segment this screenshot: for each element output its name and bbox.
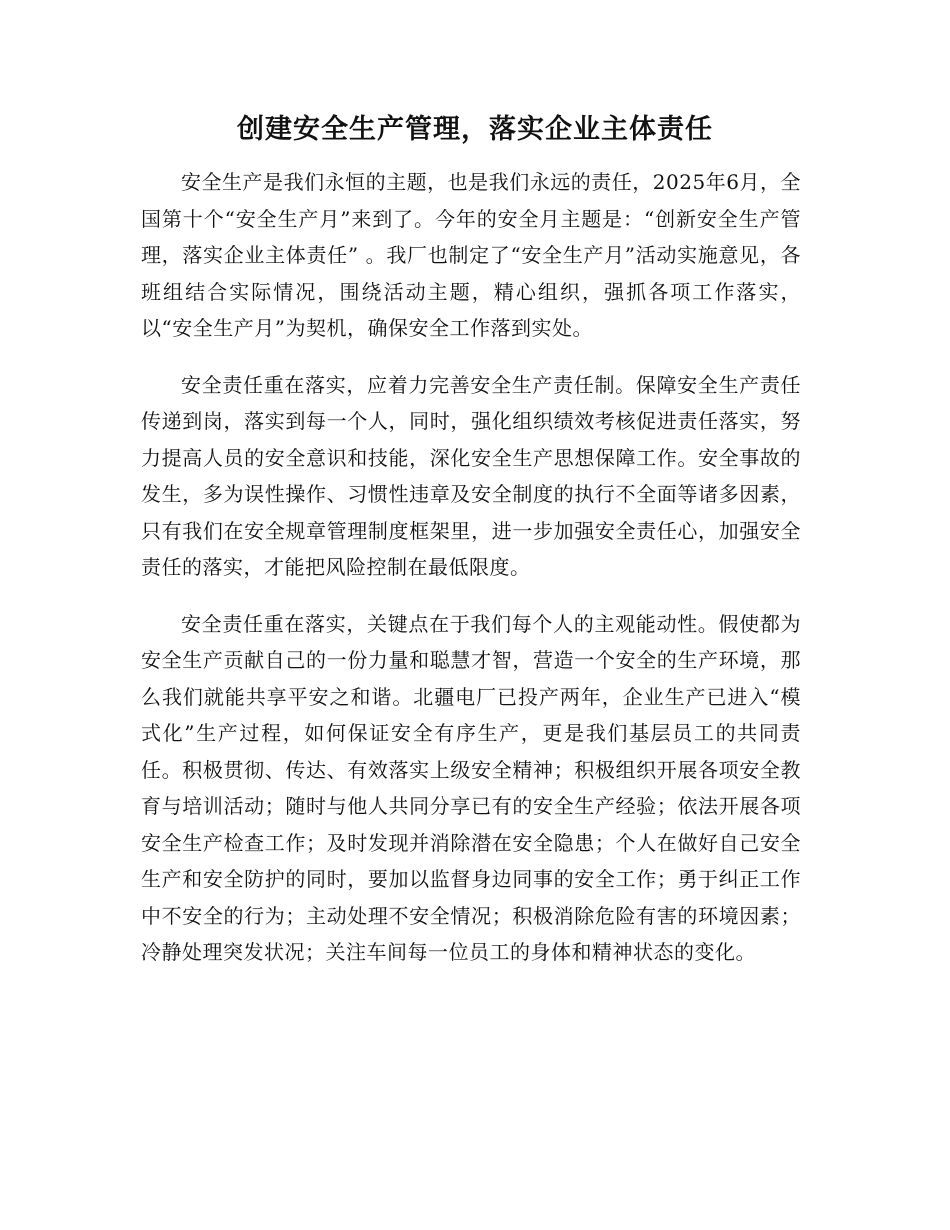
paragraph-1: 安全生产是我们永恒的主题，也是我们永远的责任，2025年6月，全国第十个“安全生产月”来到了。今年的安全月主题是：“创新安全生产管理，落实企业主体责任” 。我厂也制定了“安全生产月”活动实施意见，各班组结合实际情况，围绕活动主题，精心组织，强抓各项工作落实，以“安全生产月”为契机，确保安全工作落到实处。 (141, 170, 801, 340)
paragraph-2: 安全责任重在落实，应着力完善安全生产责任制。保障安全生产责任传递到岗，落实到每一个人，同时，强化组织绩效考核促进责任落实，努力提高人员的安全意识和技能，深化安全生产思想保障工作。安全事故的发生，多为误性操作、习惯性违章及安全制度的执行不全面等诸多因素，只有我们在安全规章管理制度框架里，进一步加强安全责任心，加强安全责任的落实，才能把风险控制在最低限度。 (141, 372, 801, 579)
document-title: 创建安全生产管理，落实企业主体责任 (237, 114, 713, 145)
paragraph-3: 安全责任重在落实，关键点在于我们每个人的主观能动性。假使都为安全生产贡献自己的一份力量和聪慧才智，营造一个安全的生产环境，那么我们就能共享平安之和谐。北疆电厂已投产两年，企业生产已进入“模式化”生产过程，如何保证安全有序生产，更是我们基层员工的共同责任。积极贯彻、传达、有效落实上级安全精神；积极组织开展各项安全教育与培训活动；随时与他人共同分享已有的安全生产经验；依法开展各项安全生产检查工作；及时发现并消除潜在安全隐患；个人在做好自己安全生产和安全防护的同时，要加以监督身边同事的安全工作；勇于纠正工作中不安全的行为；主动处理不安全情况；积极消除危险有害的环境因素；冷静处理突发状况；关注车间每一位员工的身体和精神状态的变化。 (141, 611, 801, 964)
document-body (141, 164, 801, 991)
